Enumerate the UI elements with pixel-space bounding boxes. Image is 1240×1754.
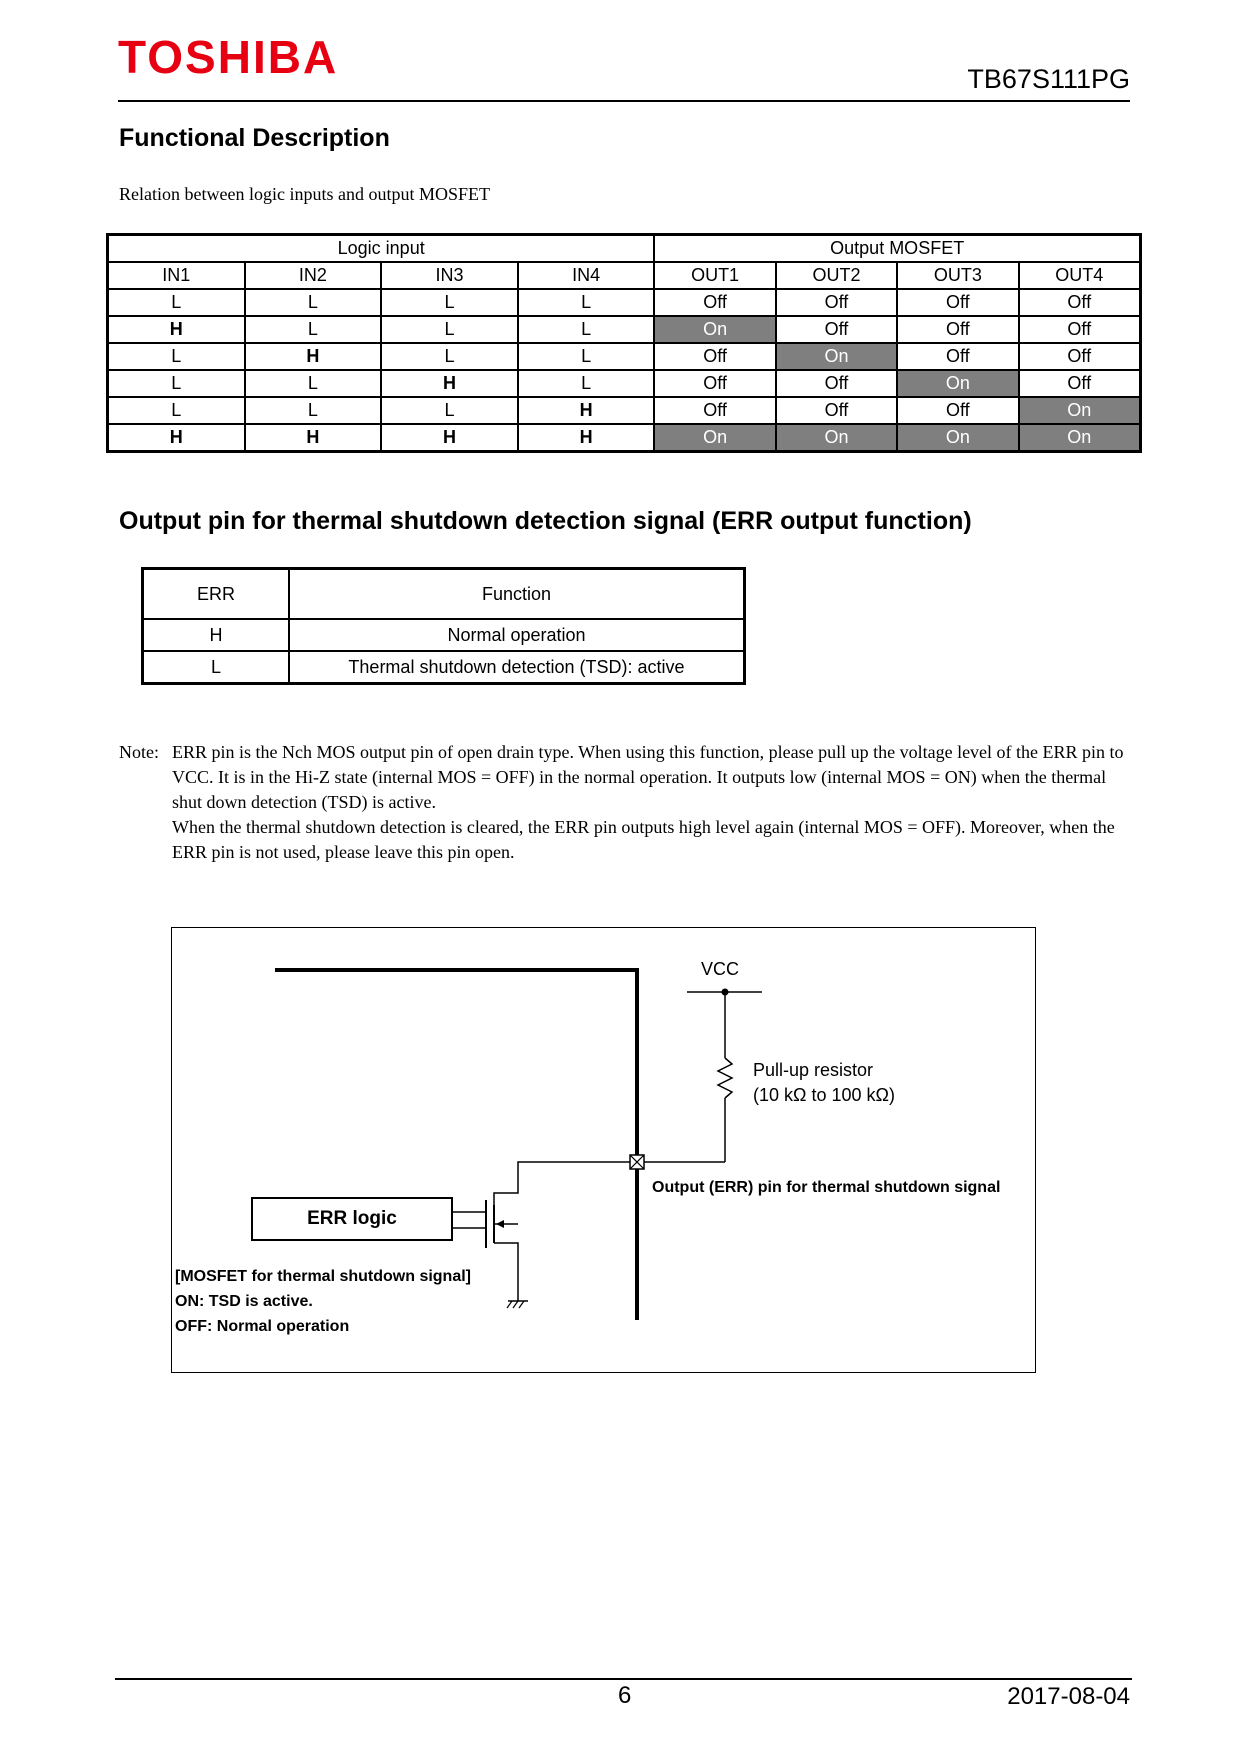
footer-divider	[115, 1678, 1132, 1680]
column-header-out2: OUT2	[776, 262, 897, 289]
logic-input-cell: L	[518, 343, 655, 370]
page-number: 6	[618, 1682, 632, 1709]
table-row	[108, 424, 1141, 452]
logic-input-cell: L	[518, 370, 655, 397]
err-value: L	[143, 651, 290, 684]
logic-io-table	[106, 233, 1142, 453]
err-function: Normal operation	[289, 619, 745, 651]
output-mosfet-cell: Off	[897, 343, 1018, 370]
mosfet-title: [MOSFET for thermal shutdown signal]	[175, 1268, 471, 1285]
header-divider	[118, 100, 1130, 102]
logic-table-body	[108, 289, 1141, 452]
logic-input-cell: H	[108, 316, 245, 343]
output-mosfet-cell: Off	[776, 397, 897, 424]
logic-input-cell: H	[245, 343, 382, 370]
column-header-in2: IN2	[245, 262, 382, 289]
toshiba-logo: TOSHIBA	[118, 31, 339, 83]
table-row	[143, 651, 745, 684]
drain-wire	[494, 1162, 630, 1205]
err-function: Thermal shutdown detection (TSD): active	[289, 651, 745, 684]
err-value: H	[143, 619, 290, 651]
column-header-out3: OUT3	[897, 262, 1018, 289]
output-mosfet-cell: Off	[897, 316, 1018, 343]
logic-input-cell: L	[245, 370, 382, 397]
output-mosfet-cell: On	[1019, 424, 1141, 452]
logic-input-cell: L	[381, 316, 518, 343]
table-row	[108, 397, 1141, 424]
logic-input-cell: L	[381, 343, 518, 370]
output-mosfet-cell: Off	[897, 397, 1018, 424]
output-mosfet-cell: Off	[654, 289, 775, 316]
logic-input-cell: L	[245, 316, 382, 343]
output-mosfet-cell: On	[897, 370, 1018, 397]
output-mosfet-cell: Off	[776, 316, 897, 343]
output-mosfet-cell: On	[1019, 397, 1141, 424]
table-row	[108, 343, 1141, 370]
logic-input-cell: H	[518, 424, 655, 452]
err-function-table	[141, 567, 746, 685]
section-title-functional-description: Functional Description	[119, 124, 390, 152]
part-number: TB67S111PG	[967, 64, 1130, 94]
table-row	[108, 289, 1141, 316]
resistor-label: Pull-up resistor	[753, 1060, 874, 1080]
logic-input-cell: H	[518, 397, 655, 424]
output-mosfet-cell: Off	[897, 289, 1018, 316]
err-circuit-diagram	[171, 927, 1036, 1373]
pull-up-resistor	[718, 1058, 732, 1098]
table-row	[108, 316, 1141, 343]
logic-input-cell: L	[108, 289, 245, 316]
column-header-in3: IN3	[381, 262, 518, 289]
table-row	[143, 619, 745, 651]
resistor-range: (10 kΩ to 100 kΩ)	[753, 1085, 895, 1105]
table-caption: Relation between logic inputs and output MOSFET	[119, 184, 490, 204]
mosfet-on-text: ON: TSD is active.	[175, 1293, 313, 1310]
source-wire	[494, 1243, 518, 1301]
group-header-output-mosfet: Output MOSFET	[654, 235, 1140, 263]
vcc-label: VCC	[701, 959, 740, 979]
column-header-out4: OUT4	[1019, 262, 1141, 289]
output-mosfet-cell: Off	[654, 397, 775, 424]
logic-input-cell: L	[381, 289, 518, 316]
output-pin-label: Output (ERR) pin for thermal shutdown signal	[652, 1179, 1001, 1196]
logic-input-cell: L	[518, 289, 655, 316]
logic-input-cell: H	[381, 370, 518, 397]
logic-input-cell: H	[245, 424, 382, 452]
output-mosfet-cell: Off	[1019, 343, 1141, 370]
logic-input-cell: L	[245, 289, 382, 316]
section-title-err-output: Output pin for thermal shutdown detection signal (ERR output function)	[119, 507, 972, 535]
logic-input-cell: L	[245, 397, 382, 424]
output-mosfet-cell: On	[654, 424, 775, 452]
output-mosfet-cell: On	[776, 424, 897, 452]
note-label: Note:	[119, 742, 159, 762]
output-mosfet-cell: Off	[654, 370, 775, 397]
column-header-err: ERR	[143, 569, 290, 620]
output-mosfet-cell: Off	[1019, 289, 1141, 316]
output-mosfet-cell: On	[776, 343, 897, 370]
logic-input-cell: L	[518, 316, 655, 343]
err-logic-label: ERR logic	[307, 1208, 397, 1229]
column-header-in4: IN4	[518, 262, 655, 289]
logic-input-cell: L	[108, 370, 245, 397]
logic-input-cell: L	[108, 397, 245, 424]
column-header-in1: IN1	[108, 262, 245, 289]
document-date: 2017-08-04	[1007, 1683, 1130, 1710]
output-mosfet-cell: Off	[654, 343, 775, 370]
output-mosfet-cell: Off	[776, 289, 897, 316]
output-mosfet-cell: Off	[776, 370, 897, 397]
note-paragraph: When the thermal shutdown detection is cleared, the ERR pin outputs high level again (internal MOS = OFF). Moreover, when the ERR pin is not used, please leave this pin open.	[172, 817, 1115, 862]
logic-input-cell: L	[381, 397, 518, 424]
logic-input-cell: L	[108, 343, 245, 370]
note-block	[119, 740, 1139, 865]
table-row	[108, 370, 1141, 397]
mosfet-off-text: OFF: Normal operation	[175, 1318, 350, 1335]
logic-input-cell: H	[381, 424, 518, 452]
column-header-function: Function	[289, 569, 745, 620]
note-paragraph: ERR pin is the Nch MOS output pin of open drain type. When using this function, please pull up the voltage level of the ERR pin to VCC. It is in the Hi-Z state (internal MOS = OFF) in the normal operation. It outputs low (internal MOS = ON) when the thermal shut down detection (TSD) is active.	[172, 742, 1124, 812]
logic-input-cell: H	[108, 424, 245, 452]
output-mosfet-cell: Off	[1019, 316, 1141, 343]
output-mosfet-cell: Off	[1019, 370, 1141, 397]
output-mosfet-cell: On	[654, 316, 775, 343]
output-mosfet-cell: On	[897, 424, 1018, 452]
column-header-row	[108, 262, 1141, 289]
group-header-logic-input: Logic input	[108, 235, 655, 263]
column-header-out1: OUT1	[654, 262, 775, 289]
